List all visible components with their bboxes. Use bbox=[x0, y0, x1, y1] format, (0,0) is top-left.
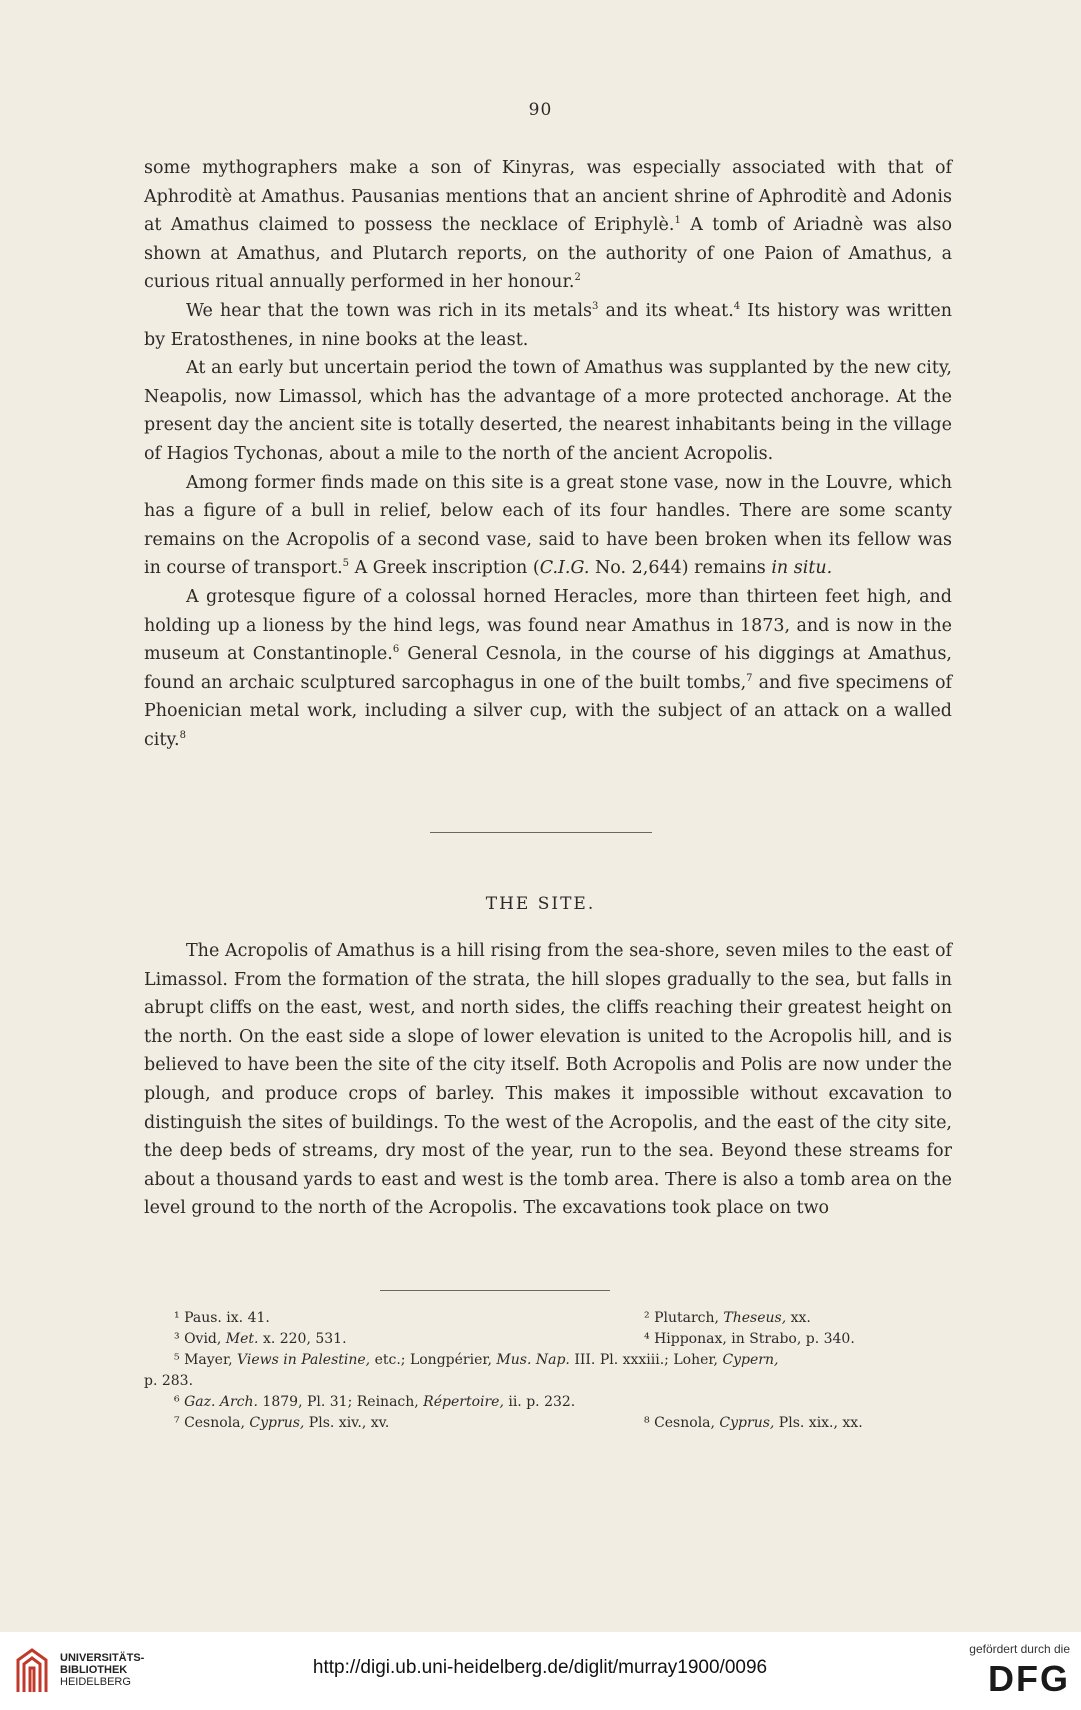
text-run: and its wheat. bbox=[598, 300, 734, 321]
footnote-italic: Cyprus, bbox=[719, 1415, 775, 1431]
paragraph bbox=[144, 154, 952, 297]
footnote-italic: Views in Palestine, bbox=[237, 1352, 371, 1368]
library-logo-icon bbox=[14, 1646, 50, 1696]
footnote-text: xx. bbox=[786, 1310, 811, 1326]
footnote-3 bbox=[144, 1329, 644, 1350]
footnote-ref: 8 bbox=[179, 729, 186, 741]
section-heading: THE SITE. bbox=[485, 894, 596, 914]
footnote-text: x. 220, 531. bbox=[258, 1331, 347, 1347]
footnote-text: Pls. xiv., xv. bbox=[304, 1415, 390, 1431]
paragraph bbox=[144, 583, 952, 755]
footnote-italic: Cypern, bbox=[722, 1352, 779, 1368]
footnote-5 bbox=[144, 1350, 952, 1371]
paragraph bbox=[144, 297, 952, 354]
paragraph bbox=[144, 469, 952, 583]
text-run: A Greek inscription ( bbox=[349, 558, 540, 579]
text-run: At an early but uncertain period the town of Amathus was supplanted by the new city, Neapolis, now Limassol, which has the advantage of a more protected anchorage. At the present day the ancient site is totally deserted, the nearest inhabitants being in the village of Hagios Tychonas, about a mile to the north of the ancient Acropolis. bbox=[144, 358, 952, 464]
text-run: We hear that the town was rich in its metals bbox=[186, 300, 593, 321]
footnote-text: etc.; Longpérier, bbox=[370, 1352, 497, 1368]
text-run: A grotesque figure of a colossal horned Heracles, more than thirteen feet high, and holding up a lioness by the hind legs, was found near Amathus in 1873, and is now in the museum at Constantinople. bbox=[144, 586, 952, 665]
paragraph bbox=[144, 937, 952, 1223]
footnote-text: ⁶ bbox=[174, 1394, 185, 1410]
library-line: BIBLIOTHEK bbox=[60, 1664, 128, 1676]
footnote-5-continued: p. 283. bbox=[144, 1373, 194, 1389]
library-line: UNIVERSITÄTS- bbox=[60, 1652, 145, 1664]
footnote-8 bbox=[644, 1413, 952, 1434]
footnote-row bbox=[144, 1413, 952, 1434]
text-run: and five specimens of Phoenician metal work, including a silver cup, with the subject of an attack on a walled city. bbox=[144, 672, 952, 750]
footnote-italic: Met. bbox=[225, 1331, 259, 1347]
footnote-ref: 2 bbox=[574, 272, 581, 284]
footnote-text: ² Plutarch, bbox=[644, 1310, 724, 1326]
footnote-text: ³ Ovid, bbox=[174, 1331, 226, 1347]
footnote-text: ⁸ Cesnola, bbox=[644, 1415, 720, 1431]
body-text-site bbox=[144, 937, 952, 1223]
footnote-4: ⁴ Hipponax, in Strabo, p. 340. bbox=[644, 1331, 855, 1347]
permalink-url[interactable]: http://digi.ub.uni-heidelberg.de/diglit/murray1900/0096 bbox=[312, 1657, 768, 1678]
footnote-ref: 6 bbox=[392, 644, 400, 656]
footnote-ref: 4 bbox=[733, 300, 741, 312]
body-text-top bbox=[144, 154, 952, 754]
footnote-ref: 1 bbox=[674, 215, 681, 227]
italic-text: in situ. bbox=[771, 558, 833, 579]
footnote-italic: Répertoire, bbox=[423, 1394, 504, 1410]
paragraph bbox=[144, 354, 952, 468]
footnote-text: ⁷ Cesnola, bbox=[174, 1415, 250, 1431]
dfg-logo: DFG bbox=[988, 1658, 1070, 1699]
footnote-divider bbox=[380, 1290, 610, 1291]
text-run: A tomb of Ariadnè was also shown at Amathus, and Plutarch reports, on the authority of one Paion of Amathus, a curious ritual annually performed in her honour. bbox=[144, 215, 952, 293]
library-name bbox=[60, 1652, 144, 1688]
text-run: The Acropolis of Amathus is a hill rising from the sea-shore, seven miles to the east of Limassol. From the formation of the strata, the hill slopes gradually to the sea, but falls in abrupt cliffs on the east, west, and north sides, the cliffs reaching their greatest height on the north. On the east side a slope of lower elevation is united to the Acropolis hill, and is believed to have been the site of the city itself. Both Acropolis and Polis are now under the plough, and produce crops of barley. This makes it impossible without excavation to distinguish the sites of buildings. To the west of the Acropolis, and the east of the city site, the deep beds of streams, dry most of the year, run to the sea. Beyond these streams for about a thousand yards to east and west is the tomb area. There is also a tomb area on the level ground to the north of the Acropolis. The excavations took place on two bbox=[144, 941, 952, 1219]
text-run: General Cesnola, in the course of his diggings at Amathus, found an archaic sculptured sarcophagus in one of the built tombs, bbox=[144, 644, 952, 693]
footnote-italic: Mus. Nap. bbox=[496, 1352, 570, 1368]
funding-note: gefördert durch die bbox=[969, 1642, 1070, 1656]
footnote-italic: Cyprus, bbox=[249, 1415, 305, 1431]
footnote-italic: Theseus, bbox=[723, 1310, 787, 1326]
digitization-footer bbox=[0, 1632, 1081, 1710]
footnote-text: ii. p. 232. bbox=[503, 1394, 576, 1410]
footnote-italic: Gaz. Arch. bbox=[184, 1394, 258, 1410]
italic-text: C.I.G. bbox=[539, 558, 590, 579]
footnote-7 bbox=[144, 1413, 644, 1434]
footnote-1: ¹ Paus. ix. 41. bbox=[174, 1310, 270, 1326]
text-run: Among former finds made on this site is a great stone vase, now in the Louvre, which has a figure of a bull in relief, below each of its four handles. There are some scanty remains on the Acropolis of a second vase, said to have been broken when its fellow was in course of transport. bbox=[144, 472, 952, 579]
footnote-6 bbox=[144, 1392, 952, 1413]
text-run: No. 2,644) remains bbox=[589, 558, 772, 579]
footnote-ref: 3 bbox=[592, 300, 599, 312]
text-run: Its history was written by Eratosthenes, in nine books at the least. bbox=[144, 300, 953, 350]
footnote-text: ⁵ Mayer, bbox=[174, 1352, 237, 1368]
footnote-text: III. Pl. xxxiii.; Loher, bbox=[569, 1352, 723, 1368]
footnote-2 bbox=[644, 1308, 952, 1329]
footnote-ref: 7 bbox=[746, 672, 753, 684]
footnote-row bbox=[144, 1308, 952, 1329]
page-number: 90 bbox=[528, 100, 553, 120]
footnote-row bbox=[144, 1329, 952, 1350]
library-line: HEIDELBERG bbox=[60, 1676, 131, 1688]
footnotes bbox=[144, 1308, 952, 1434]
footnote-text: 1879, Pl. 31; Reinach, bbox=[257, 1394, 424, 1410]
text-run: some mythographers make a son of Kinyras, was especially associated with that of Aphroditè at Amathus. Pausanias mentions that an ancient shrine of Aphroditè and Adonis at Amathus claimed to possess the necklace of Eriphylè. bbox=[144, 158, 952, 236]
footnote-text: Pls. xix., xx. bbox=[774, 1415, 863, 1431]
section-divider bbox=[430, 832, 652, 833]
footnote-ref: 5 bbox=[342, 558, 350, 570]
